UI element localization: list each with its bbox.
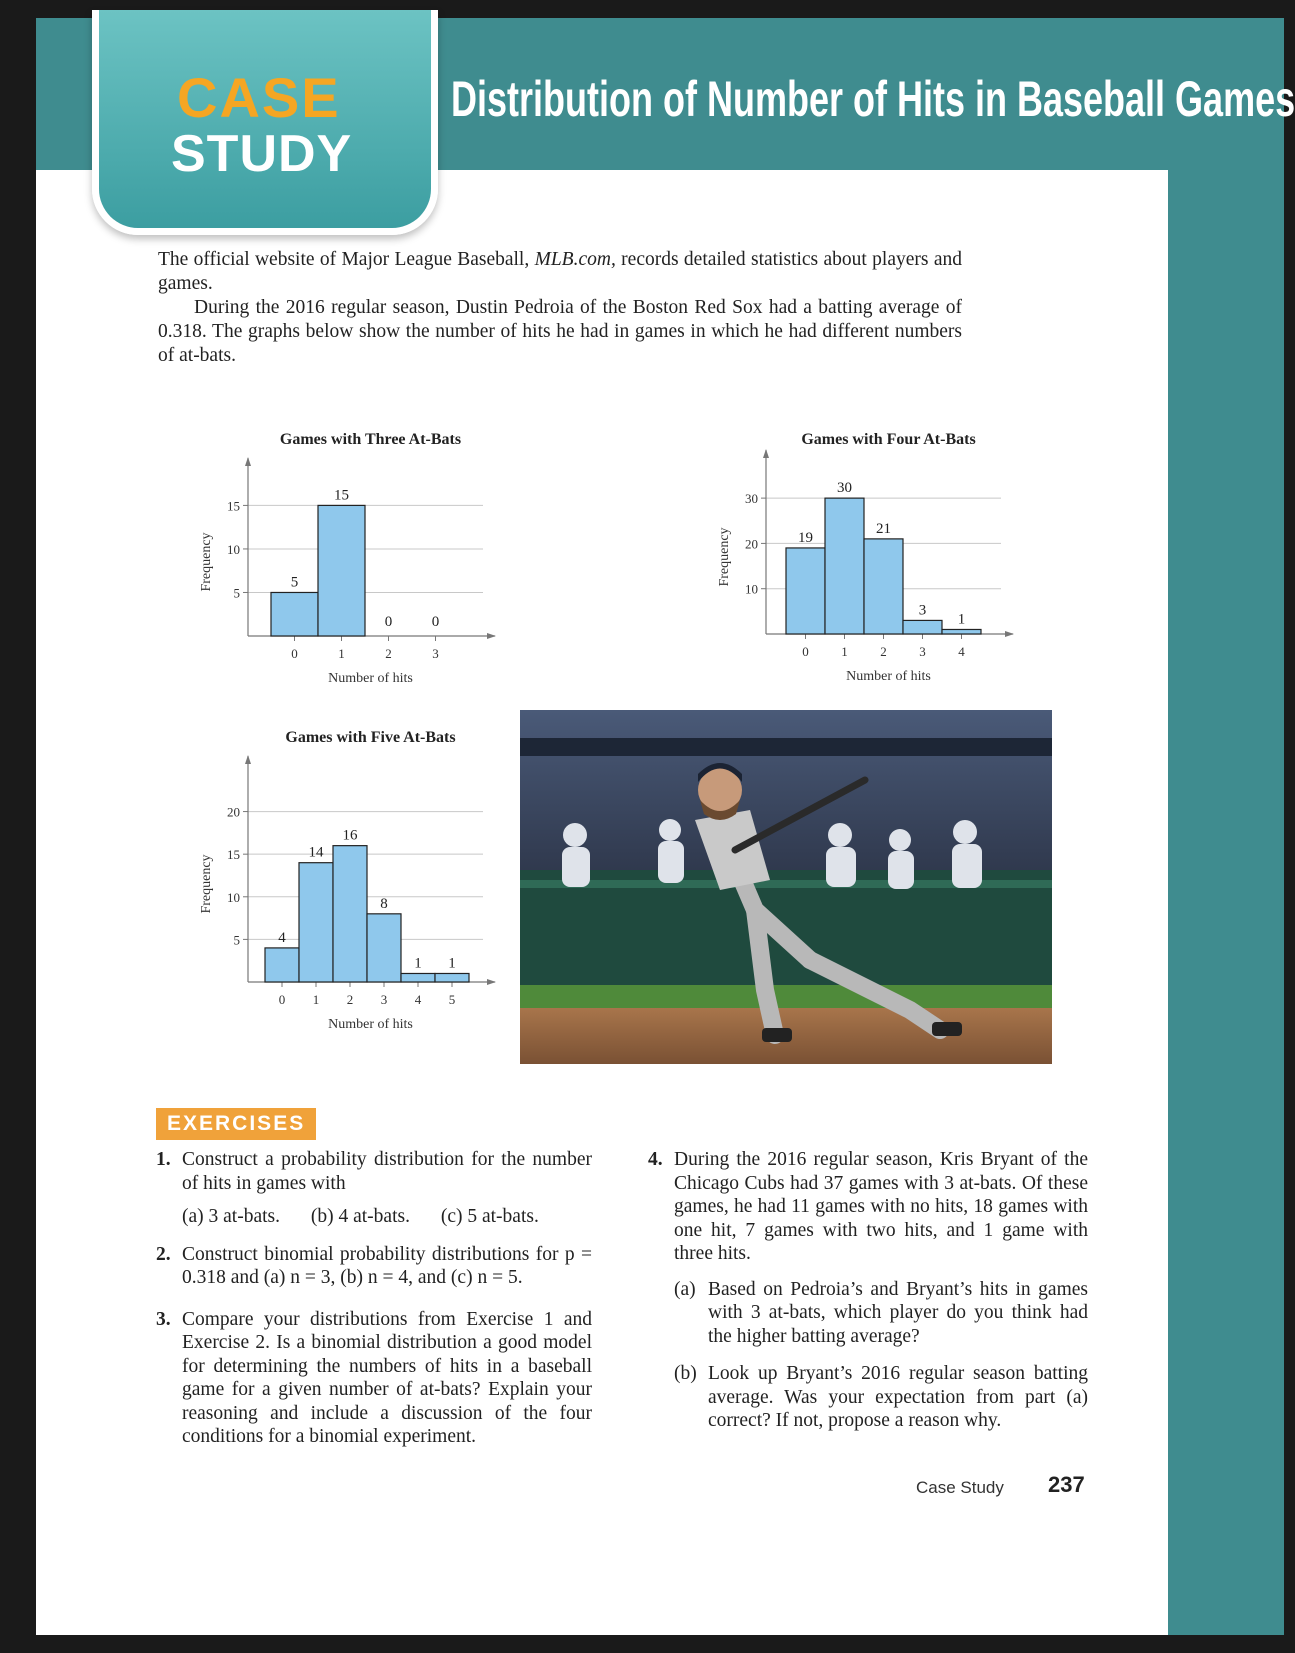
x-axis-label: Number of hits: [328, 671, 413, 686]
bar: [864, 539, 903, 634]
y-tick-label: 30: [745, 491, 758, 507]
right-margin-band: [1168, 18, 1284, 1635]
y-axis-label: Frequency: [199, 532, 214, 592]
x-tick-label: 2: [385, 646, 392, 661]
textbook-page: [36, 18, 1295, 1635]
part-label: (a): [674, 1278, 696, 1300]
page-footer: [916, 1472, 1085, 1498]
bar: [318, 505, 365, 636]
x-tick-label: 0: [278, 992, 286, 1007]
value-label: 21: [876, 520, 891, 537]
intro-paragraph-1: The official website of Major League Baseball, MLB.com, records detailed statistics about players and games.: [158, 249, 962, 294]
x-tick-label: 4: [958, 644, 965, 659]
bar: [299, 863, 333, 982]
bar: [271, 592, 318, 636]
y-axis-arrow: [245, 457, 251, 466]
x-tick-label: 1: [841, 644, 848, 659]
part-text: Based on Pedroia’s and Bryant’s hits in games with 3 at-bats, which player do you think had the higher batting average?: [708, 1278, 1088, 1347]
exercise-4-part-b: [648, 1362, 1088, 1433]
part-label: (b): [674, 1363, 697, 1384]
exercise-number: 1.: [156, 1149, 171, 1170]
exercise-number: 3.: [156, 1308, 171, 1330]
bar: [367, 914, 401, 982]
exercise-number: 2.: [156, 1243, 171, 1265]
x-tick-label: 2: [880, 644, 887, 659]
value-label: 19: [798, 529, 813, 546]
bar: [265, 948, 299, 982]
exercise-1-part-c: (c) 5 at-bats.: [440, 1206, 539, 1227]
exercises-right-column: [648, 1148, 1088, 1433]
value-label: 0: [384, 614, 393, 630]
x-tick-label: 1: [338, 646, 345, 661]
value-label: 14: [308, 844, 324, 861]
exercise-number: 4.: [648, 1149, 663, 1170]
x-tick-label: 0: [291, 646, 298, 661]
value-label: 16: [342, 827, 358, 844]
exercise-1-part-a: (a) 3 at-bats.: [182, 1206, 280, 1227]
value-label: 4: [278, 929, 286, 946]
page-title: Distribution of Number of Hits in Baseball Games: [451, 71, 1295, 127]
site-name: MLB.com,: [534, 249, 616, 270]
chart-title: Games with Four At-Bats: [801, 431, 976, 448]
intro-paragraph-2: During the 2016 regular season, Dustin Pedroia of the Boston Red Sox had a batting average of 0.318. The graphs below show the number of hits he had in games in which he had different numbers of at-bats.: [158, 297, 962, 366]
x-tick-label: 4: [414, 992, 422, 1007]
footer-label: Case Study: [916, 1478, 1004, 1497]
bar: [903, 620, 942, 634]
y-tick-label: 5: [233, 932, 240, 948]
chart-four-at-bats: [666, 402, 1036, 684]
x-tick-label: 3: [432, 646, 439, 661]
part-text: Look up Bryant’s 2016 regular season batting average. Was your expectation from part (a) correct? If not, propose a reason why.: [708, 1363, 1088, 1431]
x-tick-label: 3: [380, 992, 388, 1007]
bar: [942, 629, 981, 634]
y-tick-label: 10: [227, 889, 240, 905]
y-tick-label: 10: [227, 541, 240, 557]
value-label: 1: [957, 611, 966, 628]
exercise-4-part-a: [648, 1278, 1088, 1349]
intro-text: [158, 248, 962, 368]
exercise-text: Construct binomial probability distributions for p = 0.318 and (a) n = 3, (b) n = 4, and (c) n = 5.: [182, 1243, 592, 1288]
y-axis-arrow: [245, 755, 251, 764]
bar: [435, 973, 469, 982]
page-number: 237: [1048, 1472, 1085, 1497]
exercise-text: Construct a probability distribution for the number of hits in games with: [182, 1149, 592, 1194]
y-tick-label: 10: [745, 581, 758, 597]
x-tick-label: 0: [802, 644, 809, 659]
bar: [333, 846, 367, 982]
bar: [825, 498, 864, 634]
x-axis-arrow: [487, 979, 496, 985]
x-axis-label: Number of hits: [328, 1017, 413, 1032]
value-label: 15: [334, 487, 349, 504]
case-study-tab: [92, 10, 438, 235]
exercise-1-parts: [156, 1205, 592, 1229]
value-label: 1: [414, 955, 422, 972]
x-tick-label: 2: [346, 992, 354, 1007]
exercise-4: [648, 1148, 1088, 1266]
y-tick-label: 15: [227, 847, 240, 863]
exercise-text: Compare your distributions from Exercise 1 and Exercise 2. Is a binomial distribution a good model for determining the numbers of hits in a baseball game for a given number of at-bats? Explain your reasoning and include a discussion of the four conditions for a binomial experiment.: [182, 1308, 592, 1447]
baseball-batter-photo: [520, 710, 1052, 1064]
y-tick-label: 20: [745, 536, 758, 552]
exercise-text: During the 2016 regular season, Kris Bryant of the Chicago Cubs had 37 games with 3 at-bats. Of these games, he had 11 games with no hits, 18 games with one hit, 7 games with two hits, and 1 game with three hits.: [674, 1149, 1088, 1264]
value-label: 3: [918, 602, 927, 619]
value-label: 1: [448, 955, 456, 972]
x-tick-label: 1: [312, 992, 320, 1007]
value-label: 8: [380, 895, 388, 912]
chart-five-at-bats: [148, 700, 478, 1030]
y-axis-label: Frequency: [199, 854, 214, 914]
y-axis-label: Frequency: [717, 527, 732, 587]
x-axis-arrow: [1005, 631, 1014, 637]
y-tick-label: 15: [227, 498, 240, 514]
case-word: CASE: [177, 66, 341, 129]
y-tick-label: 20: [227, 804, 240, 820]
bar: [401, 973, 435, 982]
x-tick-label: 3: [919, 644, 926, 659]
exercise-1: [156, 1148, 592, 1195]
x-axis-label: Number of hits: [846, 669, 931, 684]
exercise-2: [156, 1243, 592, 1290]
chart-title: Games with Three At-Bats: [279, 431, 462, 448]
exercise-1-part-b: (b) 4 at-bats.: [310, 1206, 410, 1227]
value-label: 30: [837, 480, 852, 497]
chart-title: Games with Five At-Bats: [285, 729, 456, 746]
x-axis-arrow: [487, 633, 496, 639]
exercises-left-column: [156, 1148, 592, 1459]
exercises-badge: EXERCISES: [156, 1108, 316, 1140]
value-label: 5: [290, 574, 299, 591]
chart-three-at-bats: [148, 402, 478, 686]
y-axis-arrow: [763, 449, 769, 458]
bar: [786, 548, 825, 634]
y-tick-label: 5: [233, 585, 240, 601]
x-tick-label: 5: [448, 992, 456, 1007]
study-word: STUDY: [171, 125, 353, 183]
exercise-3: [156, 1308, 592, 1449]
value-label: 0: [431, 614, 440, 630]
